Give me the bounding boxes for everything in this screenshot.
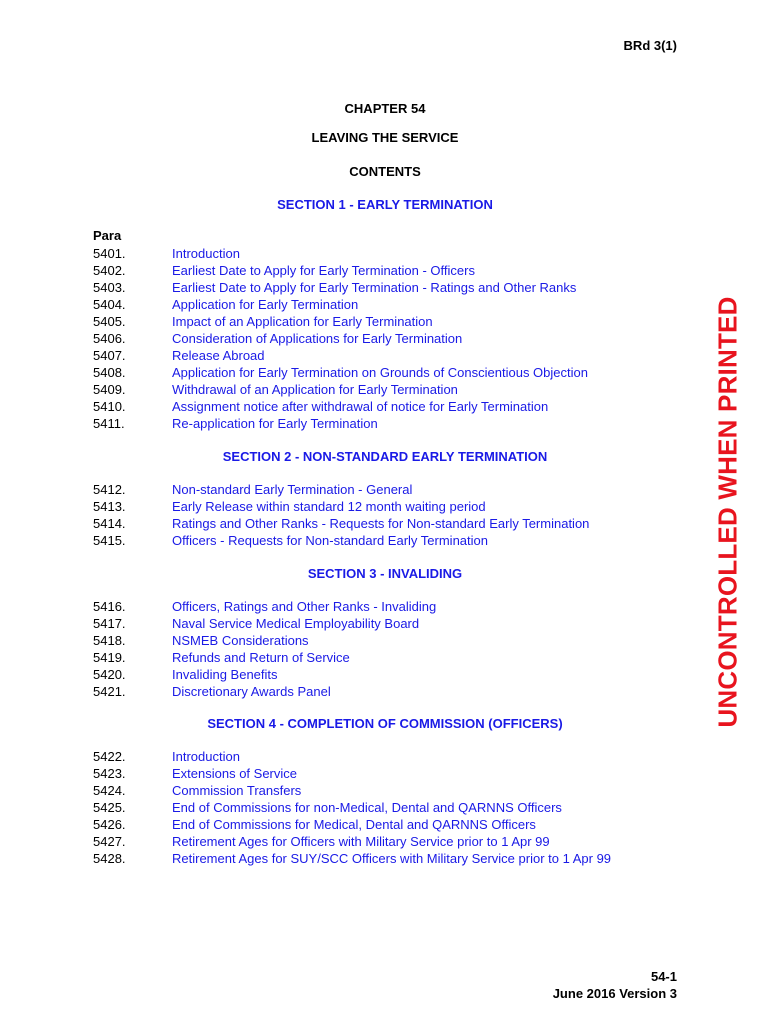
toc-entry[interactable] [93,313,588,330]
toc-entry[interactable] [93,279,588,296]
toc-link[interactable]: Early Release within standard 12 month waiting period [172,499,486,514]
toc-link[interactable]: Commission Transfers [172,783,302,798]
para-number: 5420. [93,667,126,682]
toc-entry[interactable] [93,598,436,615]
toc-entry[interactable] [93,632,436,649]
toc-link[interactable]: Officers - Requests for Non-standard Early Termination [172,533,488,548]
toc-link[interactable]: Retirement Ages for SUY/SCC Officers with Military Service prior to 1 Apr 99 [172,851,612,866]
para-column-label: Para [93,228,122,243]
toc-entry[interactable] [93,262,588,279]
toc-link[interactable]: Naval Service Medical Employability Board [172,616,420,631]
para-number: 5407. [93,348,126,363]
toc-entry[interactable] [93,498,589,515]
toc-entry[interactable] [93,330,588,347]
page-number: 54-1 [650,969,677,984]
toc-link[interactable]: Earliest Date to Apply for Early Termination - Ratings and Other Ranks [172,280,577,295]
toc-entry[interactable] [93,532,589,549]
section-3-heading[interactable]: SECTION 3 - INVALIDING [307,566,463,581]
toc-entry[interactable] [93,748,611,765]
toc-link[interactable]: Release Abroad [172,348,265,363]
para-number: 5414. [93,516,126,531]
toc-link[interactable]: Application for Early Termination on Grounds of Conscientious Objection [172,365,588,380]
toc-entry[interactable] [93,415,588,432]
toc-entry[interactable] [93,649,436,666]
section-3-list [93,598,436,700]
section-2-list [93,481,589,549]
toc-entry[interactable] [93,765,611,782]
para-number: 5417. [93,616,126,631]
toc-link[interactable]: NSMEB Considerations [172,633,309,648]
uncontrolled-watermark: UNCONTROLLED WHEN PRINTED [712,296,743,728]
para-number: 5403. [93,280,126,295]
section-4-heading[interactable]: SECTION 4 - COMPLETION OF COMMISSION (OFFICERS) [207,716,563,731]
toc-entry[interactable] [93,850,611,867]
toc-link[interactable]: Impact of an Application for Early Termination [172,314,433,329]
toc-link[interactable]: Re-application for Early Termination [172,416,378,431]
toc-link[interactable]: End of Commissions for Medical, Dental and QARNNS Officers [172,817,536,832]
para-number: 5416. [93,599,126,614]
toc-entry[interactable] [93,833,611,850]
page-footer [553,968,677,1002]
toc-entry[interactable] [93,615,436,632]
para-number: 5404. [93,297,126,312]
toc-link[interactable]: Invaliding Benefits [172,667,278,682]
toc-link[interactable]: Non-standard Early Termination - General [172,482,413,497]
toc-link[interactable]: Earliest Date to Apply for Early Termination - Officers [172,263,475,278]
chapter-number: CHAPTER 54 [344,101,426,116]
toc-entry[interactable] [93,398,588,415]
toc-link[interactable]: Consideration of Applications for Early Termination [172,331,463,346]
toc-entry[interactable] [93,381,588,398]
toc-link[interactable]: Assignment notice after withdrawal of notice for Early Termination [172,399,549,414]
para-number: 5422. [93,749,126,764]
toc-entry[interactable] [93,683,436,700]
toc-entry[interactable] [93,799,611,816]
toc-entry[interactable] [93,347,588,364]
toc-link[interactable]: End of Commissions for non-Medical, Dental and QARNNS Officers [172,800,562,815]
toc-link[interactable]: Retirement Ages for Officers with Military Service prior to 1 Apr 99 [172,834,550,849]
para-number: 5424. [93,783,126,798]
toc-link[interactable]: Officers, Ratings and Other Ranks - Invaliding [172,599,437,614]
toc-entry[interactable] [93,481,589,498]
para-number: 5405. [93,314,126,329]
toc-entry[interactable] [93,296,588,313]
toc-link[interactable]: Extensions of Service [172,766,298,781]
para-number: 5428. [93,851,126,866]
toc-entry[interactable] [93,666,436,683]
section-4-list [93,748,611,867]
section-1-list [93,245,588,432]
para-number: 5406. [93,331,126,346]
para-number: 5410. [93,399,126,414]
toc-link[interactable]: Application for Early Termination [172,297,359,312]
toc-link[interactable]: Introduction [172,749,240,764]
para-number: 5418. [93,633,126,648]
para-number: 5426. [93,817,126,832]
toc-entry[interactable] [93,515,589,532]
para-number: 5415. [93,533,126,548]
contents-heading: CONTENTS [349,164,421,179]
version-label: June 2016 Version 3 [552,986,677,1001]
para-number: 5412. [93,482,126,497]
toc-link[interactable]: Discretionary Awards Panel [172,684,331,699]
para-number: 5419. [93,650,126,665]
para-number: 5401. [93,246,126,261]
section-2-heading[interactable]: SECTION 2 - NON-STANDARD EARLY TERMINATION [222,449,548,464]
toc-link[interactable]: Refunds and Return of Service [172,650,350,665]
para-number: 5413. [93,499,126,514]
para-number: 5421. [93,684,126,699]
chapter-title: LEAVING THE SERVICE [311,130,459,145]
para-number: 5402. [93,263,126,278]
document-reference: BRd 3(1) [623,38,677,53]
toc-link[interactable]: Ratings and Other Ranks - Requests for Non-standard Early Termination [172,516,590,531]
toc-entry[interactable] [93,782,611,799]
para-number: 5408. [93,365,126,380]
toc-entry[interactable] [93,245,588,262]
toc-link[interactable]: Introduction [172,246,240,261]
toc-entry[interactable] [93,364,588,381]
para-number: 5411. [93,416,125,431]
toc-entry[interactable] [93,816,611,833]
toc-link[interactable]: Withdrawal of an Application for Early Termination [172,382,458,397]
para-number: 5409. [93,382,126,397]
para-number: 5423. [93,766,126,781]
section-1-heading[interactable]: SECTION 1 - EARLY TERMINATION [277,197,493,212]
para-number: 5427. [93,834,126,849]
para-number: 5425. [93,800,126,815]
